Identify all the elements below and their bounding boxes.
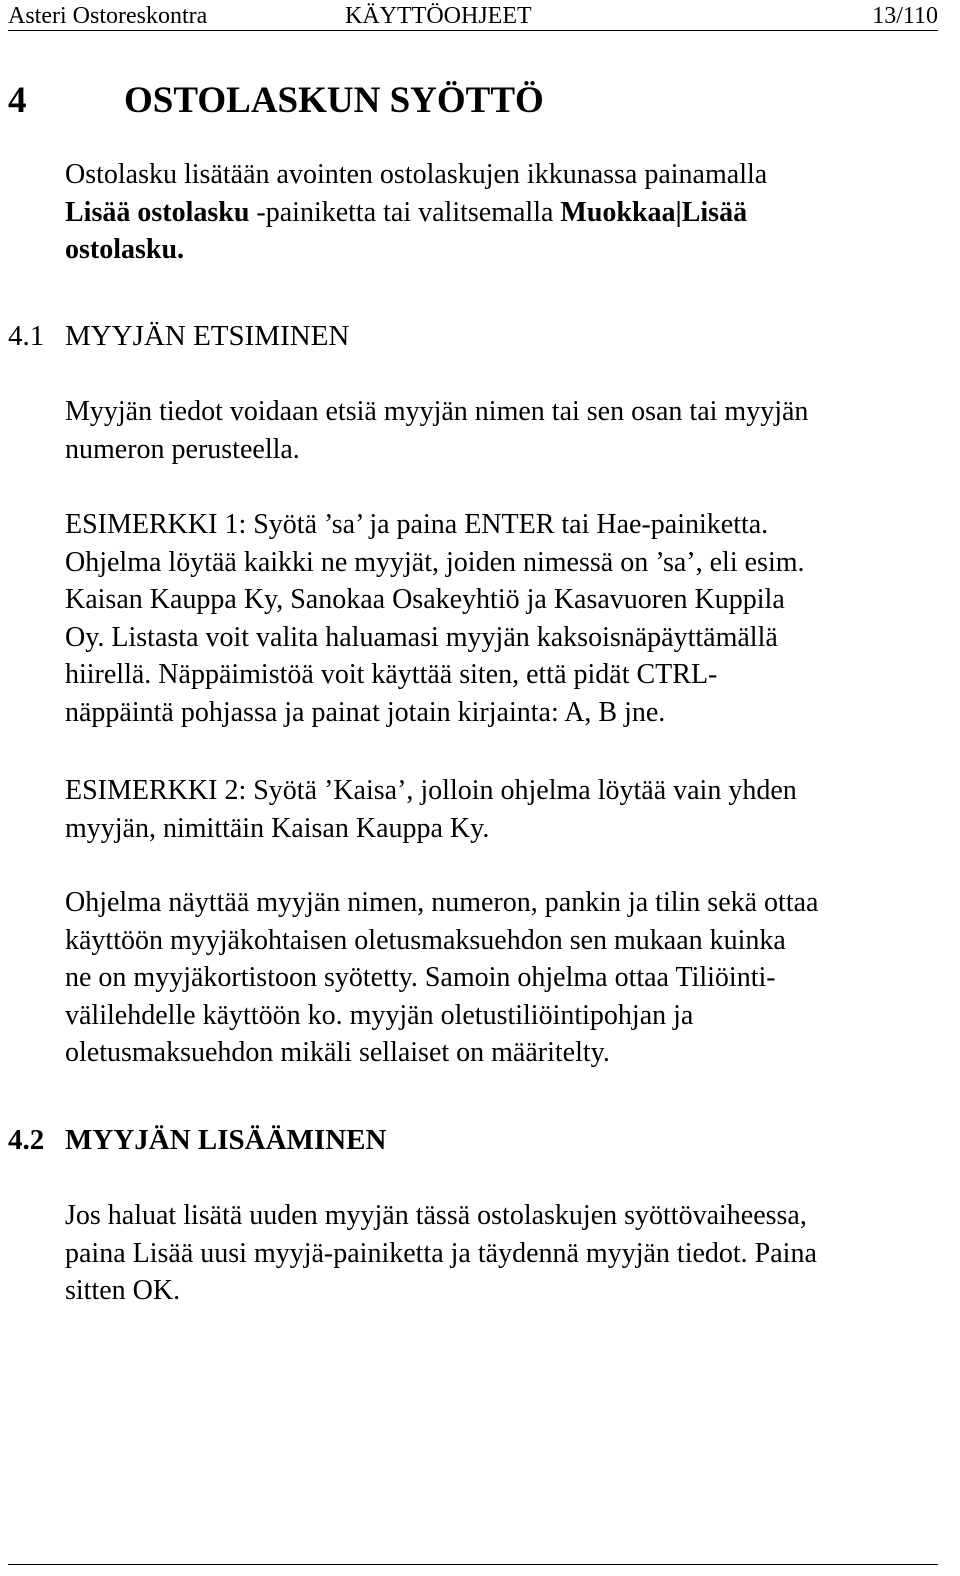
paragraph-line: sitten OK. xyxy=(65,1275,181,1307)
section-title: MYYJÄN ETSIMINEN xyxy=(65,320,350,352)
paragraph-line: paina Lisää uusi myyjä-painiketta ja täydennä myyjän tiedot. Paina xyxy=(65,1237,817,1269)
intro-line: Ostolasku lisätään avointen ostolaskujen ikkunassa painamalla xyxy=(65,159,768,190)
intro-line xyxy=(65,231,935,269)
search-paragraph xyxy=(65,393,955,468)
intro-line xyxy=(65,194,935,232)
header-document-title: Asteri Ostoreskontra xyxy=(8,3,208,29)
paragraph-line: välilehdelle käyttöön ko. myyjän oletustiliöintipohjan ja xyxy=(65,999,694,1031)
intro-paragraph xyxy=(65,156,935,269)
paragraph-line: Ohjelma löytää kaikki ne myyjät, joiden nimessä on ’sa’, eli esim. xyxy=(65,546,805,578)
example-1-paragraph xyxy=(65,506,955,732)
footer-rule xyxy=(8,1564,938,1565)
example-2-paragraph xyxy=(65,772,955,847)
paragraph-line: Ohjelma näyttää myyjän nimen, numeron, pankin ja tilin sekä ottaa xyxy=(65,887,819,918)
section-number: 4.2 xyxy=(8,1124,45,1156)
paragraph-line: hiirellä. Näppäimistöä voit käyttää siten, että pidät CTRL- xyxy=(65,659,718,691)
paragraph-line: ne on myyjäkortistoon syötetty. Samoin ohjelma ottaa Tiliöinti- xyxy=(65,962,776,994)
menu-path-reference: Muokkaa|Lisää xyxy=(560,196,748,228)
paragraph-line: Oy. Listasta voit valita haluamasi myyjän kaksoisnäpäyttämällä xyxy=(65,621,778,653)
section-title: MYYJÄN LISÄÄMINEN xyxy=(65,1124,387,1156)
running-header xyxy=(8,0,938,31)
paragraph-line: oletusmaksuehdon mikäli sellaiset on määritelty. xyxy=(65,1037,610,1069)
paragraph-line: Myyjän tiedot voidaan etsiä myyjän nimen tai sen osan tai myyjän xyxy=(65,396,809,427)
seller-info-paragraph xyxy=(65,884,955,1072)
intro-text: -painiketta tai valitsemalla xyxy=(249,196,561,228)
paragraph-line: Kaisan Kauppa Ky, Sanokaa Osakeyhtiö ja Kasavuoren Kuppila xyxy=(65,584,785,616)
chapter-title: OSTOLASKUN SYÖTTÖ xyxy=(124,80,544,121)
paragraph-line: ESIMERKKI 1: Syötä ’sa’ ja paina ENTER tai Hae-painiketta. xyxy=(65,509,769,540)
chapter-number: 4 xyxy=(8,80,27,121)
paragraph-line: ESIMERKKI 2: Syötä ’Kaisa’, jolloin ohjelma löytää vain yhden xyxy=(65,775,797,806)
header-page-number: 13/110 xyxy=(872,3,938,29)
add-seller-paragraph xyxy=(65,1197,955,1310)
paragraph-line: käyttöön myyjäkohtaisen oletusmaksuehdon sen mukaan kuinka xyxy=(65,924,786,956)
paragraph-line: Jos haluat lisätä uuden myyjän tässä ostolaskujen syöttövaiheessa, xyxy=(65,1200,807,1231)
paragraph-line: numeron perusteella. xyxy=(65,433,300,465)
paragraph-line: myyjän, nimittäin Kaisan Kauppa Ky. xyxy=(65,812,490,844)
header-section-label: KÄYTTÖOHJEET xyxy=(345,3,532,29)
paragraph-line: näppäintä pohjassa ja painat jotain kirjainta: A, B jne. xyxy=(65,696,666,728)
section-number: 4.1 xyxy=(8,320,45,352)
add-invoice-button-reference: Lisää ostolasku xyxy=(65,196,250,228)
menu-path-reference-cont: ostolasku. xyxy=(65,234,185,266)
